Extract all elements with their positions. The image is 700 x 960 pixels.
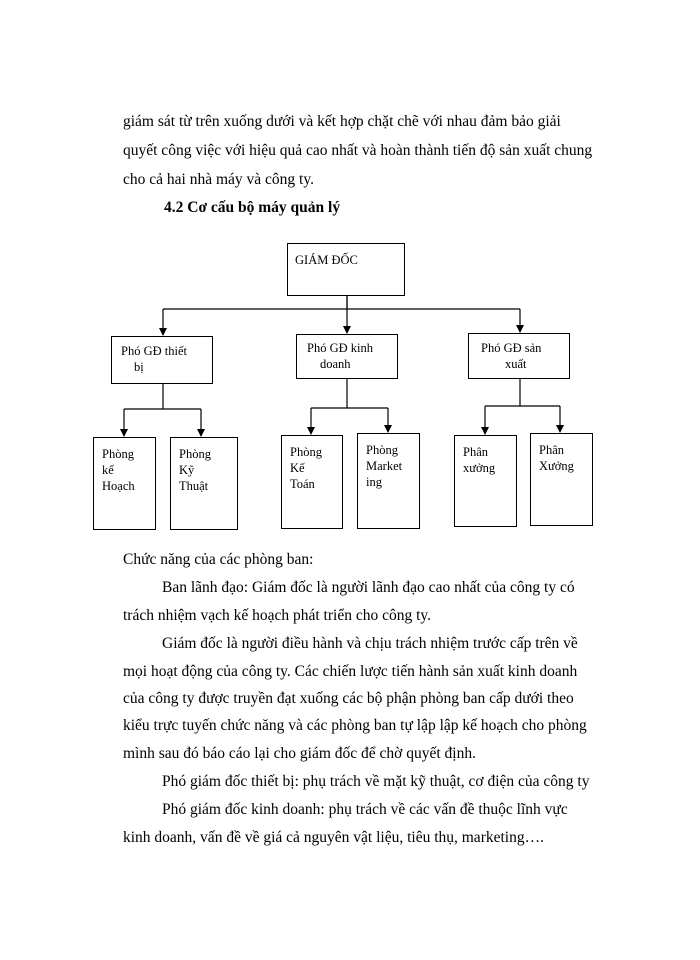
paragraph-2-line-4: kiểu trực tuyến chức năng và các phòng ban tự lập lập kế hoạch cho phòng xyxy=(123,717,587,734)
paragraph-3-line-1: Phó giám đốc thiết bị: phụ trách về mặt kỹ thuật, cơ điện của công ty xyxy=(162,773,590,790)
org-workshop-2-line-2: Xưởng xyxy=(539,459,574,473)
org-dept-accounting-line-2: Kế xyxy=(290,461,305,475)
org-box-dept-accounting xyxy=(281,435,343,529)
section-heading: 4.2 Cơ cấu bộ máy quản lý xyxy=(164,199,341,216)
paragraph-4-line-1: Phó giám đốc kinh doanh: phụ trách về các vấn đề thuộc lĩnh vực xyxy=(162,801,568,818)
org-dept-marketing-line-2: Market xyxy=(366,459,403,473)
paragraph-4-line-2: kinh doanh, vấn đề về giá cả nguyên vật liệu, tiêu thụ, marketing…. xyxy=(123,829,544,846)
org-workshop-1-line-2: xưởng xyxy=(463,461,496,475)
org-deputy-equipment-line-1: Phó GĐ thiết xyxy=(121,344,187,358)
org-box-deputy-equipment xyxy=(111,336,213,384)
functions-title: Chức năng của các phòng ban: xyxy=(123,551,314,568)
org-dept-marketing-line-1: Phòng xyxy=(366,443,398,457)
paragraph-2-line-1: Giám đốc là người điều hành và chịu trách nhiệm trước cấp trên về xyxy=(162,635,578,652)
paragraph-top-line-1: giám sát từ trên xuống dưới và kết hợp chặt chẽ với nhau đảm bảo giải xyxy=(123,113,561,130)
org-box-deputy-business xyxy=(296,334,398,379)
paragraph-1-line-2: trách nhiệm vạch kế hoạch phát triển cho công ty. xyxy=(123,607,432,624)
org-deputy-business-line-2: doanh xyxy=(320,357,351,371)
paragraph-2-line-2: mọi hoạt động của công ty. Các chiến lược tiến hành sản xuất kinh doanh xyxy=(123,663,578,680)
paragraph-top-line-2: quyết công việc với hiệu quả cao nhất và hoàn thành tiến độ sản xuất chung xyxy=(123,142,593,159)
org-director-label: GIÁM ĐỐC xyxy=(295,253,358,267)
org-box-deputy-production xyxy=(468,333,570,379)
org-dept-accounting-line-1: Phòng xyxy=(290,445,322,459)
org-deputy-production-line-1: Phó GĐ sản xyxy=(481,341,542,355)
org-dept-technical-line-3: Thuật xyxy=(179,479,209,493)
org-deputy-production-line-2: xuất xyxy=(505,357,527,371)
org-box-workshop-2 xyxy=(530,433,593,526)
paragraph-1-line-1: Ban lãnh đạo: Giám đốc là người lãnh đạo cao nhất của công ty có xyxy=(162,579,575,596)
org-dept-planning-line-1: Phòng xyxy=(102,447,134,461)
paragraph-2-line-3: của công ty được truyền đạt xuống các bộ phận phòng ban cấp dưới theo xyxy=(123,690,574,707)
org-box-workshop-1 xyxy=(454,435,517,527)
paragraph-top-line-3: cho cả hai nhà máy và công ty. xyxy=(123,171,314,188)
org-box-dept-technical xyxy=(170,437,238,530)
org-dept-planning-line-3: Hoạch xyxy=(102,479,135,493)
org-dept-marketing-line-3: ing xyxy=(366,475,382,489)
org-box-dept-planning xyxy=(93,437,156,530)
org-box-director xyxy=(287,243,405,296)
org-dept-planning-line-2: kế xyxy=(102,463,114,477)
paragraph-2-line-5: mình sau đó báo cáo lại cho giám đốc để chờ quyết định. xyxy=(123,745,476,762)
org-deputy-equipment-line-2: bị xyxy=(134,360,144,374)
org-box-dept-marketing xyxy=(357,433,420,529)
org-dept-accounting-line-3: Toán xyxy=(290,477,315,491)
org-workshop-1-line-1: Phân xyxy=(463,445,488,459)
org-dept-technical-line-1: Phòng xyxy=(179,447,211,461)
org-workshop-2-line-1: Phân xyxy=(539,443,564,457)
org-dept-technical-line-2: Kỹ xyxy=(179,463,195,477)
org-deputy-business-line-1: Phó GĐ kinh xyxy=(307,341,373,355)
